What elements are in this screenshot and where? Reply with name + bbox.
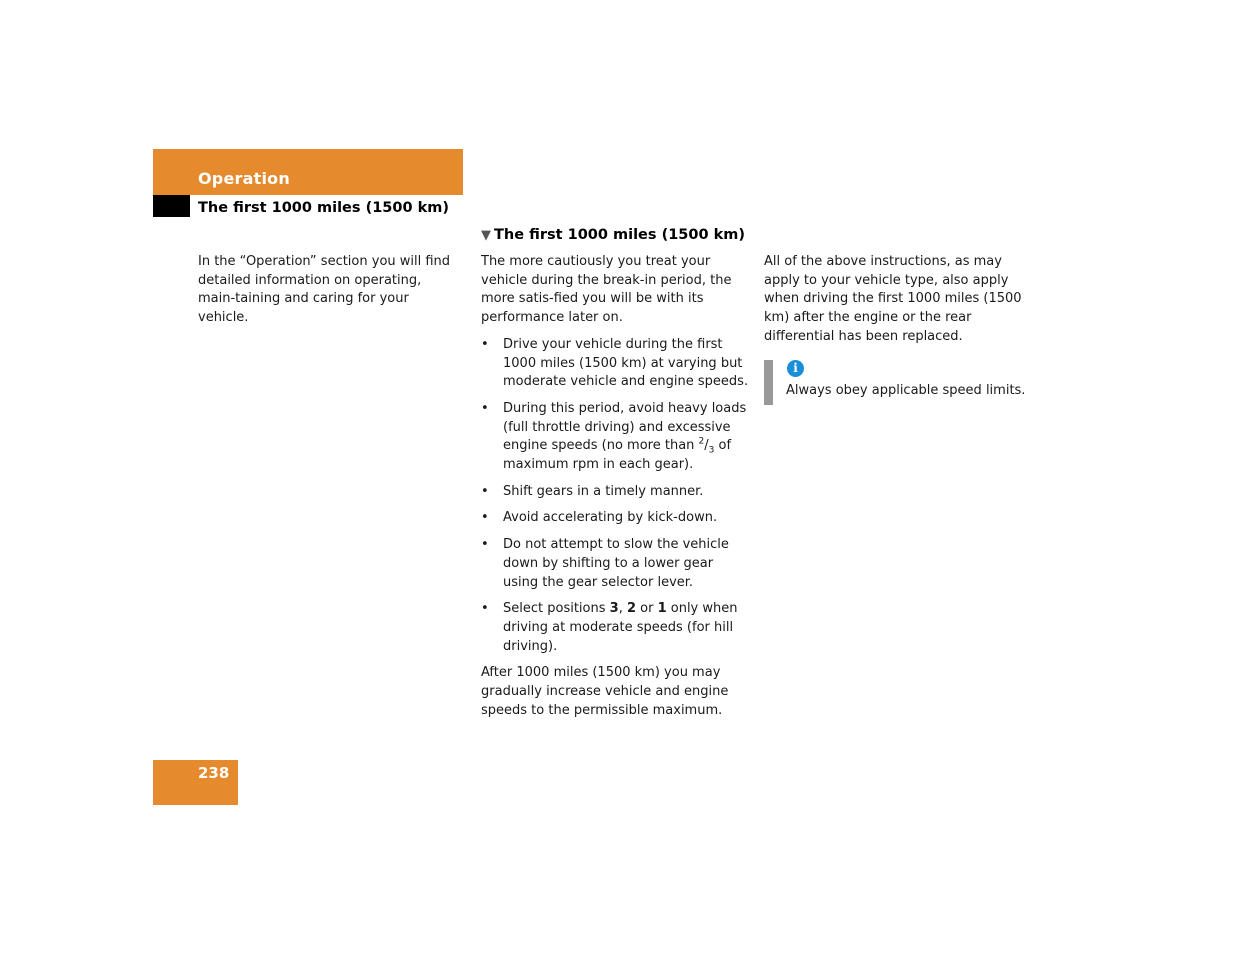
list-item-text-part: or <box>636 601 658 617</box>
list-item-text-part: Select positions <box>503 601 610 617</box>
list-item-text-part: only when driving at moderate speeds (for hill driving). <box>503 601 738 654</box>
list-item <box>481 400 749 475</box>
instruction-list <box>481 336 749 657</box>
gear-position: 3 <box>609 601 619 617</box>
fraction-numerator: 2 <box>698 437 705 447</box>
triangle-down-icon: ▼ <box>481 228 491 243</box>
list-item-text-part: of maximum rpm in each gear). <box>503 438 732 473</box>
list-item-text: Drive your vehicle during the first 1000 miles (1500 km) at varying but moderate vehicle and engine speeds. <box>503 336 749 390</box>
closing-paragraph: After 1000 miles (1500 km) you may gradually increase vehicle and engine speeds to the permissible maximum. <box>481 665 729 718</box>
section-title: Operation <box>198 169 290 188</box>
list-item <box>481 483 749 502</box>
list-item-text: Do not attempt to slow the vehicle down by shifting to a lower gear using the gear selector lever. <box>503 537 729 590</box>
side-column <box>764 253 1032 347</box>
page-subtitle: The first 1000 miles (1500 km) <box>198 200 449 216</box>
list-item-text <box>503 601 738 653</box>
info-note <box>764 360 1034 405</box>
info-icon: i <box>787 360 804 377</box>
list-item-text <box>503 401 746 472</box>
section-heading <box>481 226 749 245</box>
intro-paragraph: In the “Operation” section you will find detailed information on operating, main-taining and caring for your vehicle. <box>198 254 451 326</box>
list-item-text-part: During this period, avoid heavy loads (full throttle driving) and excessive engine speeds (no more than <box>503 400 747 454</box>
section-heading-text: The first 1000 miles (1500 km) <box>494 227 745 243</box>
bullet-icon: • <box>481 601 489 617</box>
list-item <box>481 509 749 528</box>
bullet-icon: • <box>481 400 489 416</box>
bullet-icon: • <box>481 537 489 553</box>
info-text: Always obey applicable speed limits. <box>786 383 1026 398</box>
section-marker-tab <box>153 195 190 217</box>
gear-position: 1 <box>657 601 667 617</box>
info-bar <box>764 360 773 405</box>
side-paragraph: All of the above instructions, as may apply to your vehicle type, also apply when driving the first 1000 miles (1500 km) after the engine or the rear differential has been replaced. <box>764 254 1022 344</box>
main-column <box>481 226 749 720</box>
list-item-text-part: , <box>618 601 627 617</box>
list-item <box>481 600 749 656</box>
list-item <box>481 336 749 392</box>
list-item-text: Shift gears in a timely manner. <box>503 483 704 499</box>
list-item-text: Avoid accelerating by kick-down. <box>503 510 718 526</box>
bullet-icon: • <box>481 510 489 526</box>
bullet-icon: • <box>481 336 489 352</box>
fraction: $^2/_3$ <box>698 437 715 456</box>
page-number: 238 <box>198 764 230 782</box>
gear-position: 2 <box>626 601 636 617</box>
bullet-icon: • <box>481 483 489 499</box>
list-item <box>481 536 749 592</box>
fraction-denominator: 3 <box>708 445 715 456</box>
intro-paragraph-main: The more cautiously you treat your vehicle during the break-in period, the more satis-fied you will be with its performance later on. <box>481 254 732 326</box>
